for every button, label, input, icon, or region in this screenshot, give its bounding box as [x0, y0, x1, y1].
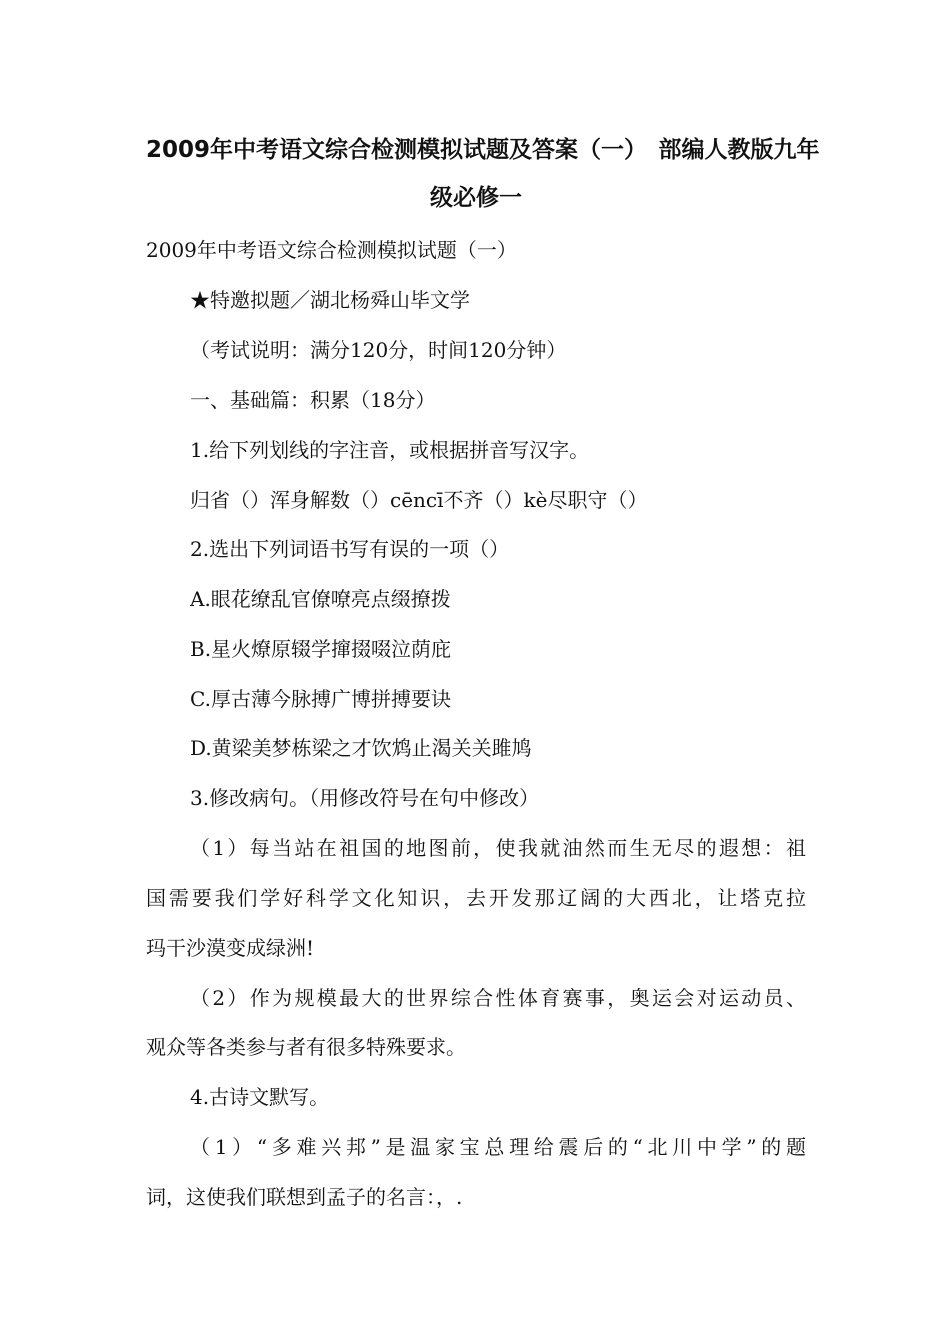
question-1: 1.给下列划线的字注音，或根据拼音写汉字。: [190, 438, 590, 462]
sentence-1-line-1: （1）每当站在祖国的地图前，使我就油然而生无尽的遐想：祖: [190, 836, 806, 860]
option-c: C.厚古薄今脉搏广博拼搏要诀: [190, 687, 451, 711]
question-4-part-1-line-1: （1）“多难兴邦”是温家宝总理给震后的“北川中学”的题: [190, 1135, 806, 1159]
exam-instructions: （考试说明：满分120分，时间120分钟）: [190, 338, 567, 362]
exam-heading: 2009年中考语文综合检测模拟试题（一）: [146, 238, 517, 262]
question-4: 4.古诗文默写。: [190, 1085, 330, 1109]
option-b: B.星火燎原辍学撺掇啜泣荫庇: [190, 637, 452, 661]
option-a: A.眼花缭乱官僚嘹亮点缀撩拨: [190, 587, 451, 611]
sentence-1-line-3: 玛干沙漠变成绿洲!: [146, 936, 315, 960]
option-d: D.黄梁美梦栋梁之才饮鸩止渴关关雎鸠: [190, 736, 532, 760]
author-line: ★特邀拟题／湖北杨舜山毕文学: [190, 288, 470, 312]
question-4-part-1-line-2: 词，这使我们联想到孟子的名言：，.: [146, 1185, 463, 1209]
question-3: 3.修改病句。（用修改符号在句中修改）: [190, 786, 540, 810]
section-heading: 一、基础篇：积累（18分）: [190, 388, 436, 412]
sentence-1-line-2: 国需要我们学好科学文化知识，去开发那辽阔的大西北，让塔克拉: [146, 886, 806, 910]
question-2: 2.选出下列词语书写有误的一项（）: [190, 537, 510, 561]
document-title-line-2: 级必修一: [430, 185, 522, 211]
document-title-line-1: 2009年中考语文综合检测模拟试题及答案（一） 部编人教版九年: [146, 137, 820, 163]
sentence-2-line-2: 观众等各类参与者有很多特殊要求。: [146, 1035, 466, 1059]
sentence-2-line-1: （2）作为规模最大的世界综合性体育赛事，奥运会对运动员、: [190, 986, 806, 1010]
question-1-items: 归省（）浑身解数（）cēncī不齐（）kè尽职守（）: [190, 488, 648, 512]
